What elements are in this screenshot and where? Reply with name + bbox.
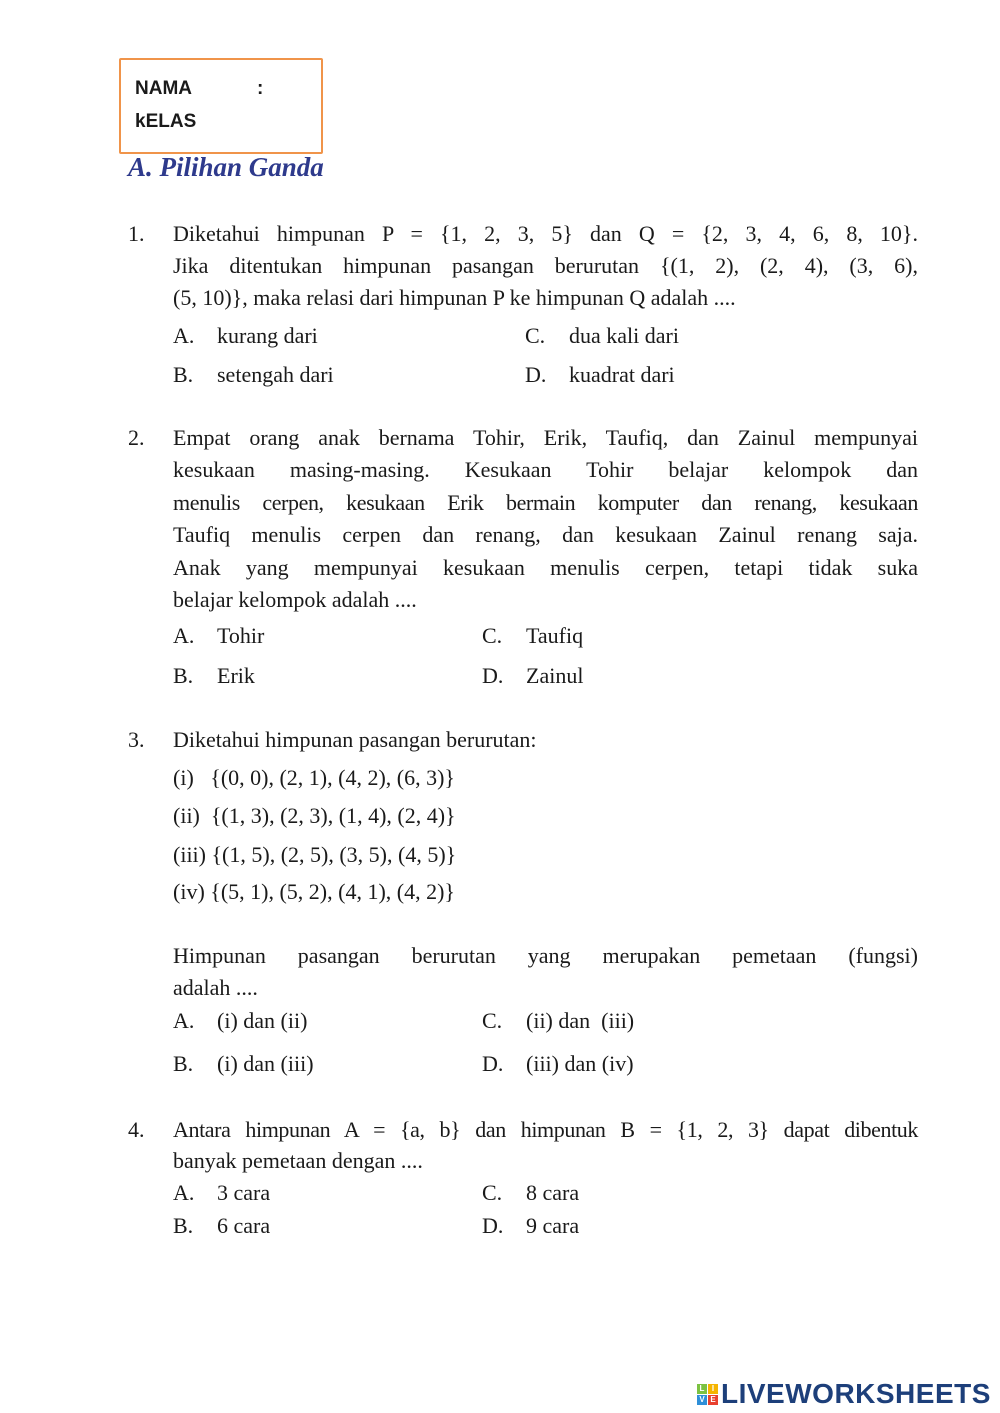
logo-icon xyxy=(697,1384,718,1405)
option-b[interactable] xyxy=(173,663,255,689)
option-key: C. xyxy=(482,1008,503,1033)
option-key: C. xyxy=(482,623,503,648)
option-text: dua kali dari xyxy=(569,323,679,348)
option-key: C. xyxy=(482,1180,503,1205)
class-label: kELAS xyxy=(135,111,197,132)
option-key: B. xyxy=(173,663,194,688)
option-a[interactable] xyxy=(173,623,264,649)
option-c[interactable] xyxy=(482,623,583,649)
option-c[interactable] xyxy=(525,323,679,349)
question-line: Empat orang anak bernama Tohir, Erik, Taufiq, dan Zainul mempunyai xyxy=(173,425,918,450)
question-number: 2. xyxy=(128,425,145,450)
option-text: setengah dari xyxy=(217,362,334,387)
question-number: 4. xyxy=(128,1117,145,1142)
set-item: (ii) {(1, 3), (2, 3), (1, 4), (2, 4)} xyxy=(173,803,456,828)
logo-letter: I xyxy=(708,1384,718,1394)
question-line: Antara himpunan A = {a, b} dan himpunan B = {1, 2, 3} dapat dibentuk xyxy=(173,1117,918,1142)
option-key: D. xyxy=(482,663,504,688)
logo-letter: E xyxy=(708,1395,718,1405)
set-item: (iii) {(1, 5), (2, 5), (3, 5), (4, 5)} xyxy=(173,842,457,867)
option-d[interactable] xyxy=(482,663,583,689)
option-text: kuadrat dari xyxy=(569,362,675,387)
option-key: C. xyxy=(525,323,546,348)
option-key: D. xyxy=(482,1051,504,1076)
question-line: Diketahui himpunan P = {1, 2, 3, 5} dan Q = {2, 3, 4, 6, 8, 10}. xyxy=(173,221,918,246)
logo-text: LIVEWORKSHEETS xyxy=(721,1378,991,1409)
option-key: D. xyxy=(482,1213,504,1238)
question-line: menulis cerpen, kesukaan Erik bermain komputer dan renang, kesukaan xyxy=(173,490,918,515)
question-line: Diketahui himpunan pasangan berurutan: xyxy=(173,727,537,752)
option-key: A. xyxy=(173,1180,195,1205)
question-number: 1. xyxy=(128,221,145,246)
question-line: kesukaan masing-masing. Kesukaan Tohir belajar kelompok dan xyxy=(173,457,918,482)
question-line: adalah .... xyxy=(173,975,258,1000)
set-item: (i) {(0, 0), (2, 1), (4, 2), (6, 3)} xyxy=(173,765,455,790)
option-c[interactable] xyxy=(482,1008,634,1034)
option-text: 3 cara xyxy=(217,1180,271,1205)
option-b[interactable] xyxy=(173,1051,314,1077)
set-item: (iv) {(5, 1), (5, 2), (4, 1), (4, 2)} xyxy=(173,879,455,904)
question-line: Himpunan pasangan berurutan yang merupakan pemetaan (fungsi) xyxy=(173,943,918,968)
option-key: B. xyxy=(173,362,194,387)
option-text: Zainul xyxy=(526,663,584,688)
option-key: A. xyxy=(173,623,195,648)
option-a[interactable] xyxy=(173,323,318,349)
name-label: NAMA xyxy=(135,78,192,99)
liveworksheets-logo xyxy=(697,1378,991,1410)
option-key: B. xyxy=(173,1213,194,1238)
option-a[interactable] xyxy=(173,1008,307,1034)
question-number: 3. xyxy=(128,727,145,752)
name-colon: : xyxy=(257,78,264,99)
option-d[interactable] xyxy=(482,1051,634,1077)
option-text: kurang dari xyxy=(217,323,318,348)
option-d[interactable] xyxy=(525,362,675,388)
option-text: (i) dan (iii) xyxy=(217,1051,314,1076)
logo-letter: L xyxy=(697,1384,707,1394)
option-key: D. xyxy=(525,362,547,387)
section-title: A. Pilihan Ganda xyxy=(128,152,324,182)
option-text: (i) dan (ii) xyxy=(217,1008,308,1033)
option-key: A. xyxy=(173,1008,195,1033)
question-line: banyak pemetaan dengan .... xyxy=(173,1148,423,1173)
option-c[interactable] xyxy=(482,1180,579,1206)
option-text: Erik xyxy=(217,663,255,688)
option-text: 6 cara xyxy=(217,1213,271,1238)
option-text: 8 cara xyxy=(526,1180,580,1205)
question-line: belajar kelompok adalah .... xyxy=(173,587,417,612)
logo-letter: V xyxy=(697,1395,707,1405)
question-line: Taufiq menulis cerpen dan renang, dan kesukaan Zainul renang saja. xyxy=(173,522,918,547)
option-text: Tohir xyxy=(217,623,265,648)
option-b[interactable] xyxy=(173,1213,270,1239)
option-text: (iii) dan (iv) xyxy=(526,1051,634,1076)
question-line: Anak yang mempunyai kesukaan menulis cerpen, tetapi tidak suka xyxy=(173,555,918,580)
option-d[interactable] xyxy=(482,1213,579,1239)
question-line: Jika ditentukan himpunan pasangan berurutan {(1, 2), (2, 4), (3, 6), xyxy=(173,253,918,278)
option-text: 9 cara xyxy=(526,1213,580,1238)
option-text: (ii) dan (iii) xyxy=(526,1008,635,1033)
option-b[interactable] xyxy=(173,362,334,388)
question-line: (5, 10)}, maka relasi dari himpunan P ke himpunan Q adalah .... xyxy=(173,285,736,310)
option-a[interactable] xyxy=(173,1180,270,1206)
student-info-box xyxy=(119,58,323,154)
option-key: A. xyxy=(173,323,195,348)
option-key: B. xyxy=(173,1051,194,1076)
option-text: Taufiq xyxy=(526,623,584,648)
